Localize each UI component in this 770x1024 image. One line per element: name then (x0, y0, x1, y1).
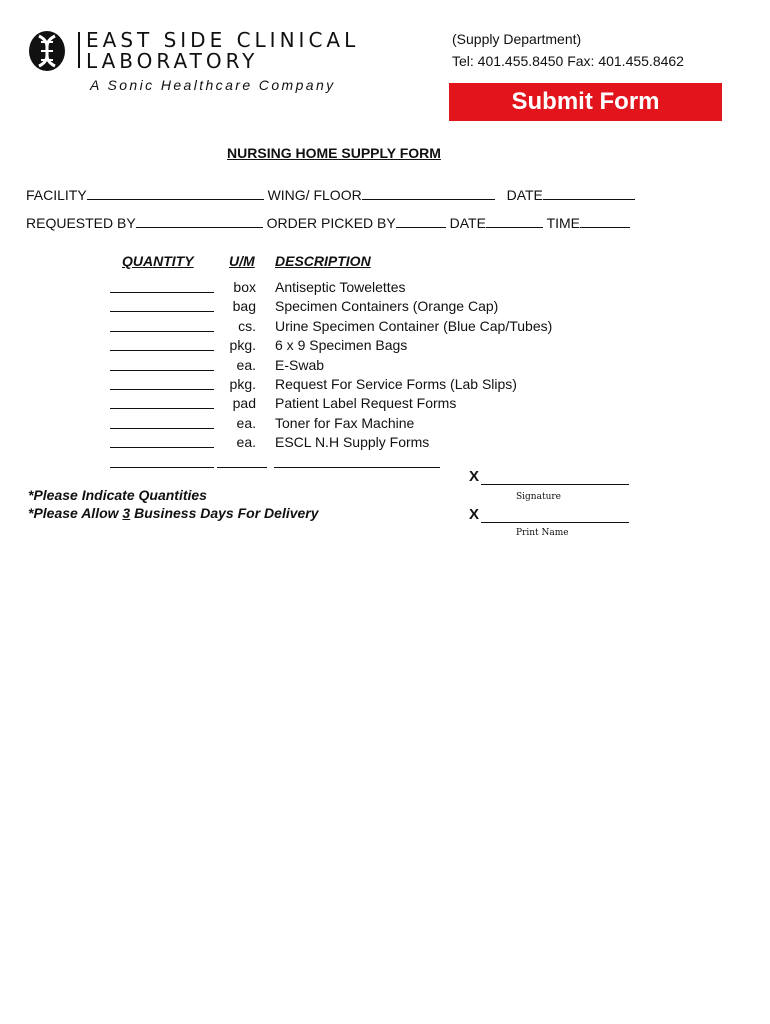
item-row (0, 434, 770, 454)
quantity-field[interactable] (110, 292, 214, 293)
item-um: box (233, 279, 256, 295)
item-um: ea. (236, 414, 256, 431)
logo-divider (78, 32, 80, 68)
note-quantities: *Please Indicate Quantities (28, 487, 207, 503)
note-delivery (28, 505, 319, 521)
date2-field[interactable] (486, 215, 543, 228)
facility-label: FACILITY (26, 187, 87, 203)
note-delivery-days: 3 (122, 505, 131, 521)
date-label: DATE (506, 187, 543, 203)
wing-floor-field[interactable] (362, 187, 495, 200)
signature-x-mark: X (469, 468, 480, 485)
logo-tagline: A Sonic Healthcare Company (90, 77, 336, 93)
item-um: pkg. (229, 376, 256, 392)
item-description: Urine Specimen Container (Blue Cap/Tubes) (275, 317, 553, 334)
submit-form-button[interactable]: Submit Form (449, 83, 722, 121)
note-delivery-suffix: Business Days For Delivery (130, 505, 319, 521)
quantity-field[interactable] (110, 311, 214, 312)
contact-numbers: Tel: 401.455.8450 Fax: 401.455.8462 (452, 53, 684, 69)
item-row (0, 298, 770, 318)
quantity-field[interactable] (110, 428, 214, 429)
requested-by-label: REQUESTED BY (26, 215, 136, 231)
item-description: Request For Service Forms (Lab Slips) (275, 376, 517, 392)
item-row (0, 279, 770, 299)
item-row (0, 318, 770, 338)
item-row (0, 395, 770, 415)
logo-name-line1: EAST SIDE CLINICAL (86, 28, 360, 52)
signature-caption: Signature (516, 492, 562, 502)
quantity-field[interactable] (110, 447, 214, 448)
item-um: ea. (236, 434, 256, 451)
item-um: ea. (236, 356, 256, 373)
item-um: cs. (238, 317, 256, 334)
requested-row (26, 215, 630, 231)
item-row (0, 376, 770, 396)
item-row (0, 337, 770, 357)
item-um: pkg. (229, 337, 256, 354)
item-description: Patient Label Request Forms (275, 395, 457, 412)
item-um: bag (232, 298, 256, 315)
blank-quantity-line[interactable] (110, 467, 214, 468)
quantity-field[interactable] (110, 408, 214, 409)
item-description: 6 x 9 Specimen Bags (275, 337, 408, 354)
facility-field[interactable] (87, 187, 264, 200)
order-picked-field[interactable] (396, 215, 446, 228)
item-row (0, 415, 770, 435)
requested-by-field[interactable] (136, 215, 263, 228)
blank-um-line[interactable] (217, 467, 267, 468)
item-description: E-Swab (275, 356, 325, 373)
item-row (0, 357, 770, 377)
helix-logo-icon (26, 30, 68, 72)
quantity-field[interactable] (110, 350, 214, 351)
quantity-header: QUANTITY (122, 253, 194, 269)
item-description: ESCL N.H Supply Forms (275, 434, 430, 451)
date-field[interactable] (543, 187, 635, 200)
quantity-field[interactable] (110, 389, 214, 390)
item-description: Toner for Fax Machine (275, 414, 415, 431)
print-name-x-mark: X (469, 506, 480, 523)
item-description: Antiseptic Towelettes (275, 279, 406, 295)
um-header: U/M (229, 253, 255, 269)
facility-row (26, 187, 635, 203)
time-label: TIME (546, 215, 581, 231)
order-picked-label: ORDER PICKED BY (266, 215, 396, 231)
blank-description-line[interactable] (274, 467, 440, 468)
description-header: DESCRIPTION (275, 253, 371, 269)
wing-floor-label: WING/ FLOOR (267, 187, 362, 203)
time-field[interactable] (580, 215, 630, 228)
item-description: Specimen Containers (Orange Cap) (275, 298, 499, 315)
signature-line[interactable] (481, 470, 629, 485)
logo-name-line2: LABORATORY (86, 49, 259, 73)
quantity-field[interactable] (110, 331, 214, 332)
note-delivery-prefix: *Please Allow (28, 505, 123, 521)
print-name-line[interactable] (481, 508, 629, 523)
item-um: pad (232, 395, 256, 412)
date2-label: DATE (449, 215, 486, 231)
quantity-field[interactable] (110, 370, 214, 371)
items-list (0, 279, 770, 459)
print-name-caption: Print Name (516, 528, 569, 538)
department-label: (Supply Department) (452, 31, 582, 47)
form-title: NURSING HOME SUPPLY FORM (227, 145, 441, 161)
